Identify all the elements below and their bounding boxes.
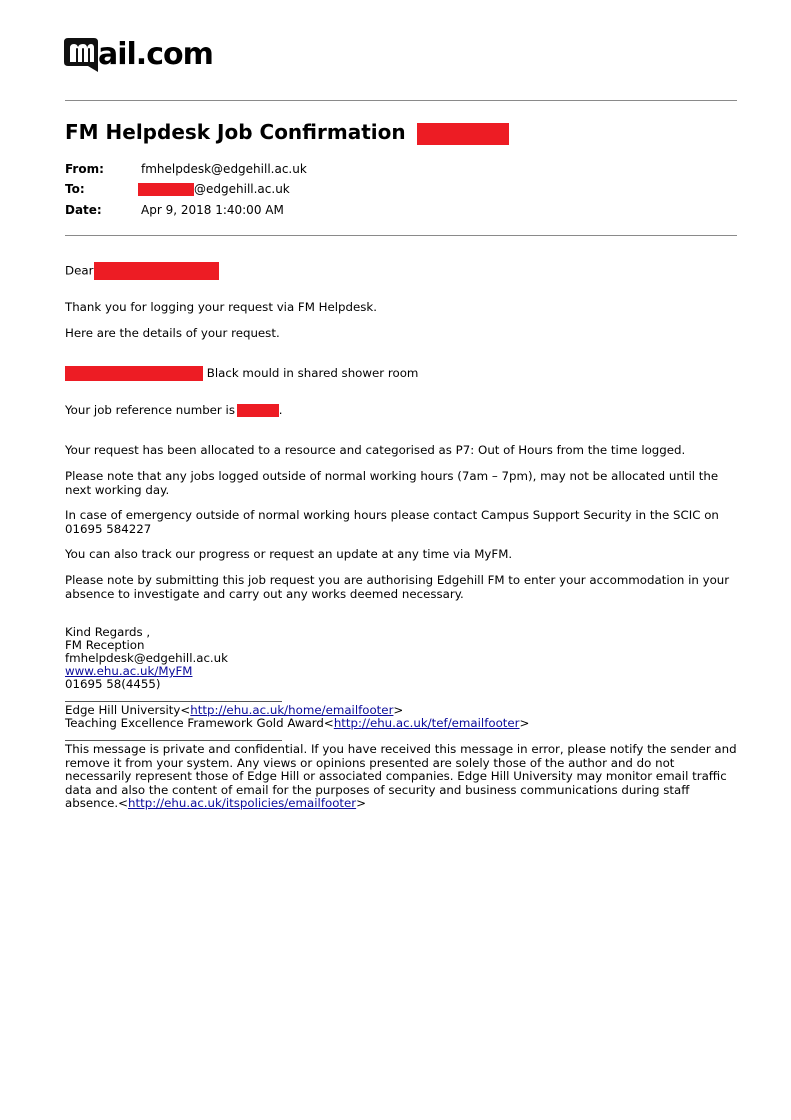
redaction-job-ref (237, 404, 279, 417)
job-reference (65, 404, 740, 418)
to-value: @edgehill.ac.uk (194, 182, 290, 196)
signature-email: fmhelpdesk@edgehill.ac.uk (65, 651, 228, 665)
date-label: Date: (65, 203, 102, 217)
allocated-paragraph: Your request has been allocated to a resource and categorised as P7: Out of Hours from the time logged. (65, 443, 686, 457)
to-label: To: (65, 182, 85, 196)
footer-uni-link[interactable]: http://ehu.ac.uk/home/emailfooter (190, 703, 394, 717)
disclaimer-link[interactable]: http://ehu.ac.uk/itspolicies/emailfooter (127, 796, 357, 810)
logo-text: ail.com (98, 37, 213, 72)
redaction-to (138, 183, 194, 196)
greeting (65, 262, 740, 280)
footer-uni-suffix: > (393, 703, 404, 717)
greeting-text: Dear (65, 263, 94, 278)
job-ref-prefix: Your job reference number is (65, 403, 235, 417)
signature-regards: Kind Regards , (65, 625, 151, 639)
subject-text: FM Helpdesk Job Confirmation (65, 120, 406, 144)
disclaimer-suffix: > (356, 796, 367, 810)
myfm-link[interactable]: www.ehu.ac.uk/MyFM (65, 664, 193, 678)
footer-tef-suffix: > (519, 716, 530, 730)
footer-uni-prefix: Edge Hill University< (65, 703, 191, 717)
job-ref-suffix: . (278, 403, 283, 417)
working-hours-note: Please note that any jobs logged outside of normal working hours (7am – 7pm), may not be allocated until the next working day. (65, 469, 719, 497)
redaction-subject (417, 123, 509, 145)
redaction-name (94, 262, 219, 280)
footer-tef-prefix: Teaching Excellence Framework Gold Award< (65, 716, 334, 730)
top-divider (65, 100, 737, 101)
mail-com-logo (64, 34, 213, 74)
signature-team: FM Reception (65, 638, 145, 652)
to-value-wrap (138, 181, 290, 197)
from-label: From: (65, 162, 104, 176)
disclaimer-text: This message is private and confidential. If you have received this message in error, please notify the sender and remove it from your system. Any views or opinions presented are solely those of the author and do not necessarily represent those of Edge Hill or associated companies. Edge Hill University may monitor email traffic data and also the content of email for the purposes of security and business communications during staff absence.< (65, 742, 737, 810)
thanks-paragraph: Thank you for logging your request via FM Helpdesk. (65, 300, 378, 314)
date-value: Apr 9, 2018 1:40:00 AM (141, 203, 284, 217)
request-description: Black mould in shared shower room (206, 366, 419, 380)
track-paragraph: You can also track our progress or request an update at any time via MyFM. (65, 547, 513, 561)
header-divider (65, 235, 737, 236)
footer-tef-link[interactable]: http://ehu.ac.uk/tef/emailfooter (333, 716, 520, 730)
signature-link-line (65, 665, 740, 679)
emergency-paragraph: In case of emergency outside of normal working hours please contact Campus Support Security in the SCIC on 01695 584227 (65, 508, 719, 536)
request-line (65, 366, 740, 381)
from-value: fmhelpdesk@edgehill.ac.uk (141, 162, 307, 176)
authorise-paragraph: Please note by submitting this job request you are authorising Edgehill FM to enter your accommodation in your absence to investigate and carry out any works deemed necessary. (65, 573, 730, 601)
footer-disclaimer (65, 743, 740, 811)
footer-tef (65, 717, 740, 731)
email-subject (65, 119, 509, 145)
signature-phone: 01695 58(4455) (65, 677, 161, 691)
details-intro: Here are the details of your request. (65, 326, 280, 340)
footer-divider-1 (65, 701, 282, 702)
redaction-location (65, 366, 203, 381)
footer-divider-2 (65, 740, 282, 741)
mail-com-logo-m-icon (64, 36, 98, 74)
